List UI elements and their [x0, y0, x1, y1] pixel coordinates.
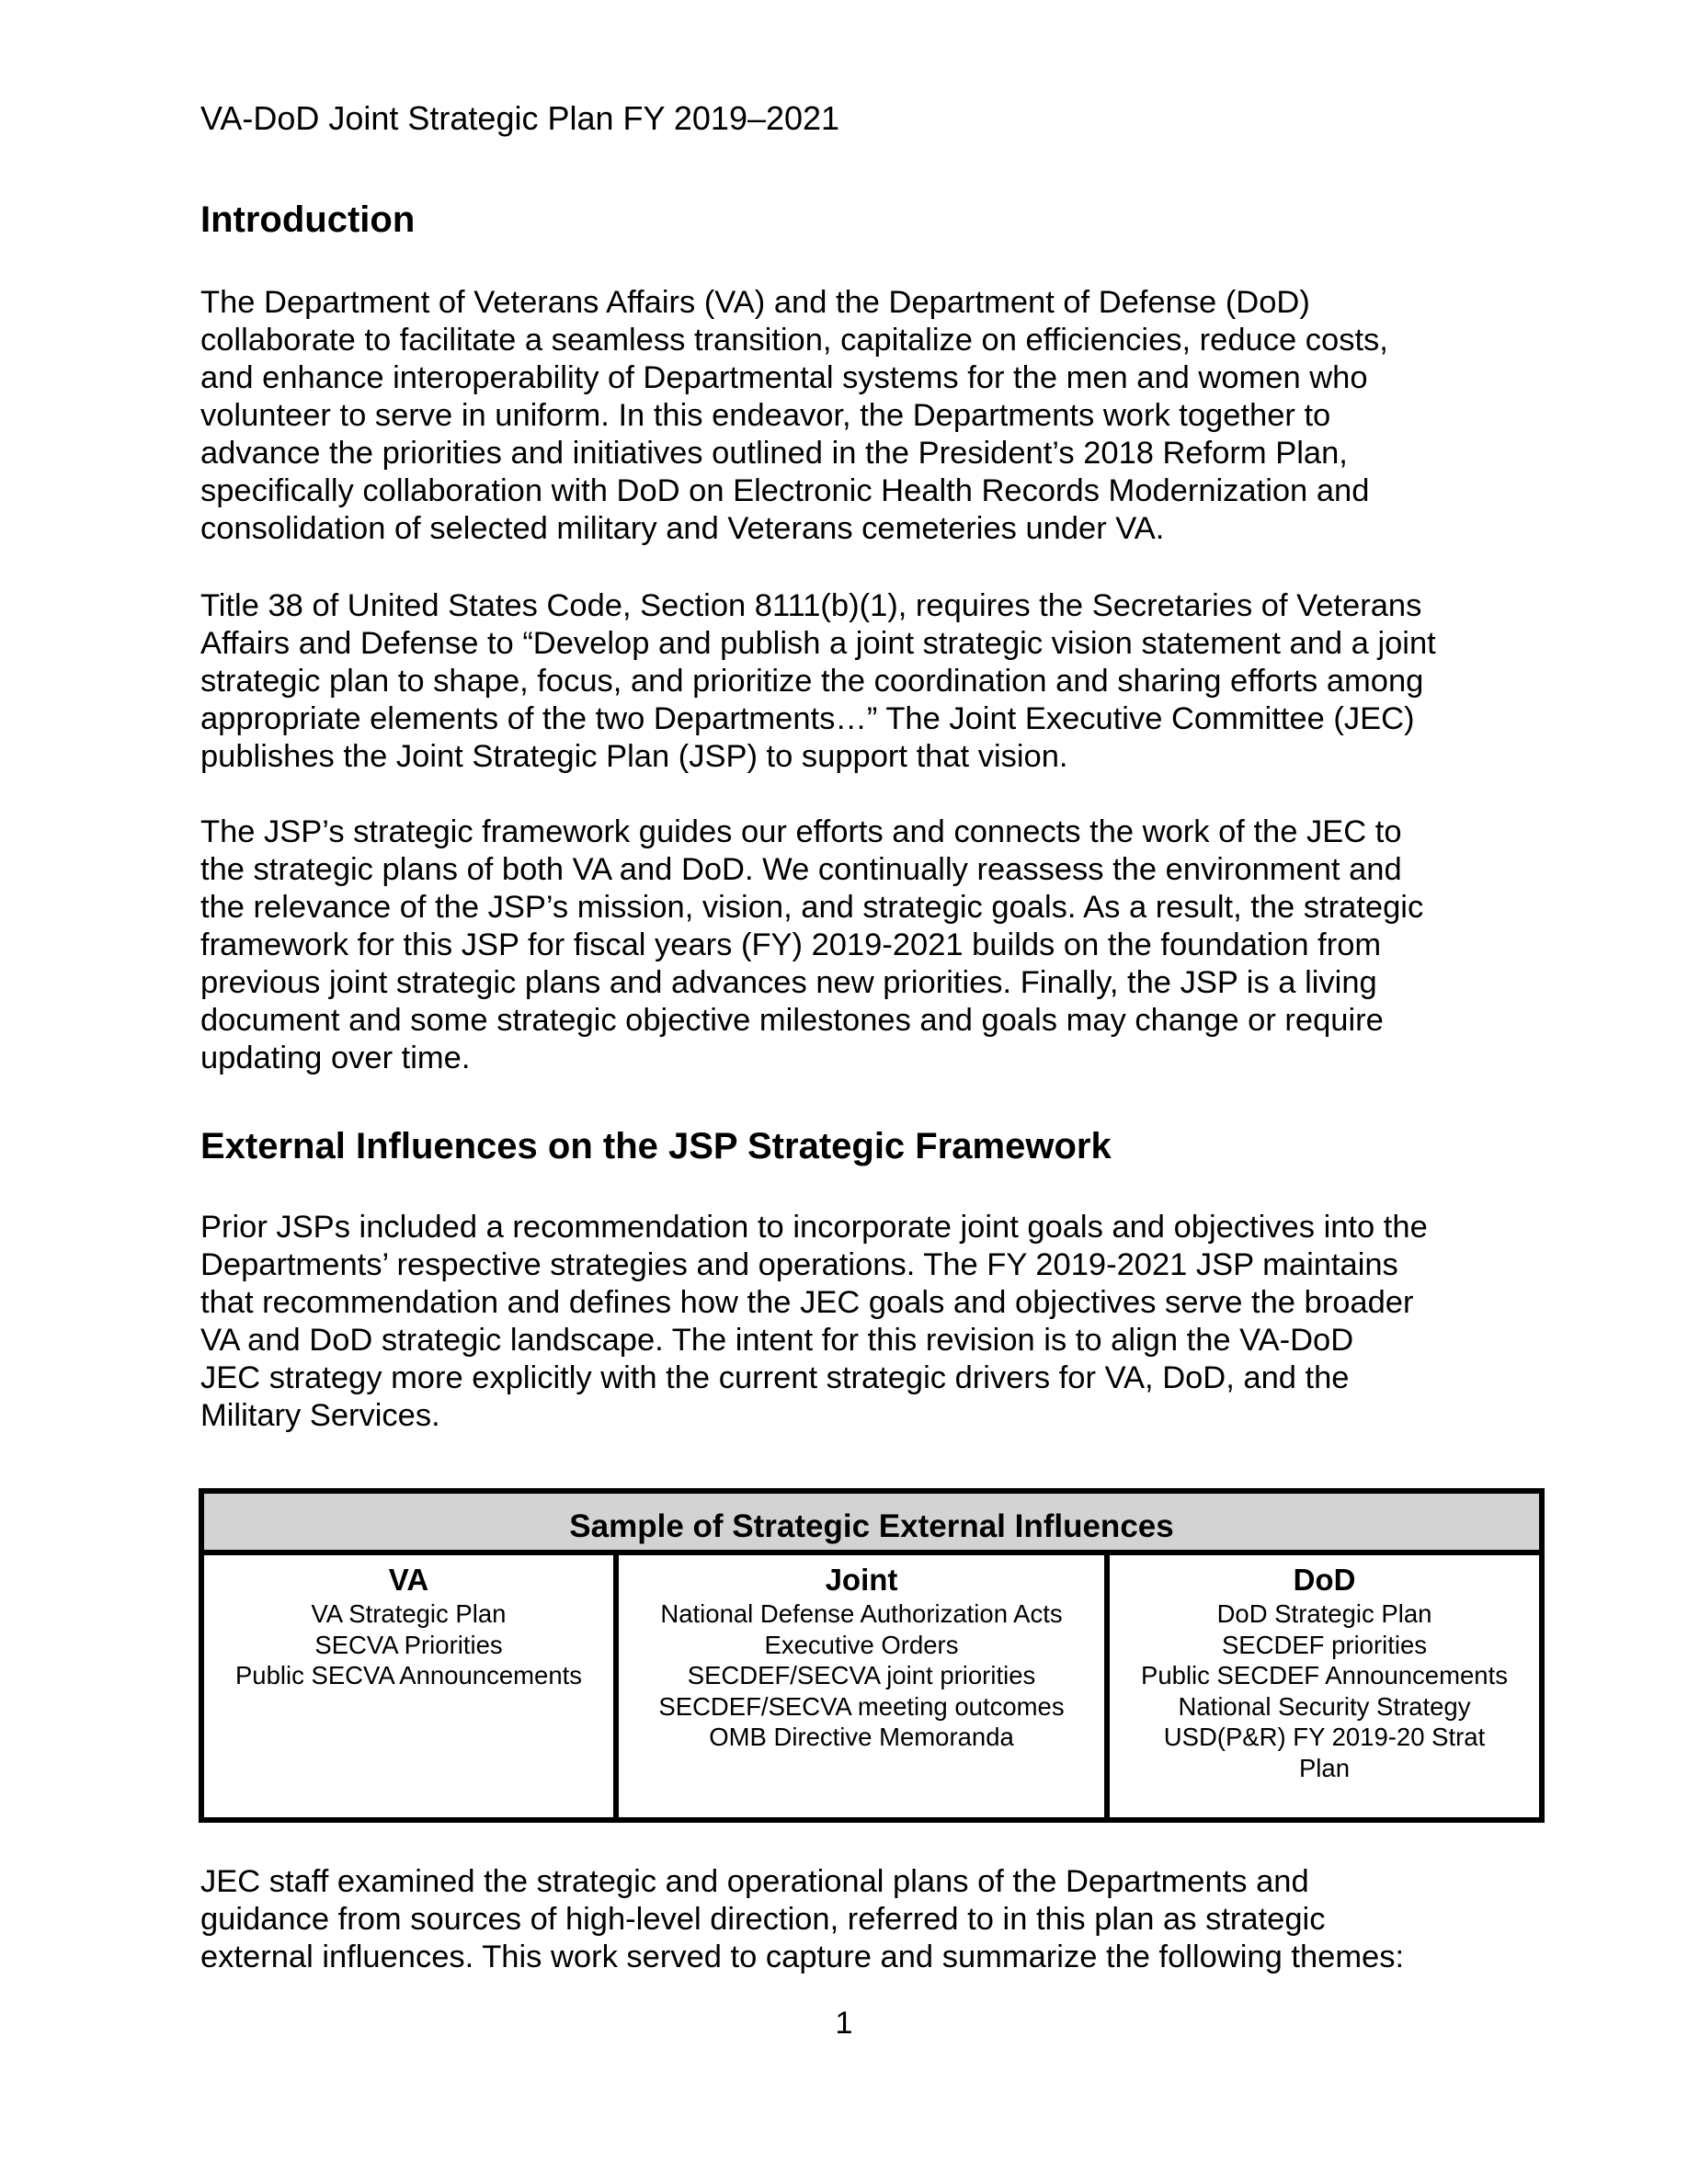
text-line: advance the priorities and initiatives outlined in the President’s 2018 Reform Plan,: [200, 435, 1348, 471]
table-column-va: [204, 1555, 619, 1817]
text-line: volunteer to serve in uniform. In this endeavor, the Departments work together to: [200, 397, 1331, 433]
intro-paragraph-3: [200, 813, 1561, 1077]
table-cell-item: SECDEF/SECVA joint priorities: [687, 1661, 1036, 1690]
text-line: JEC staff examined the strategic and operational plans of the Departments and: [200, 1863, 1309, 1899]
table-cell-item: SECDEF priorities: [1221, 1630, 1428, 1659]
text-line: Military Services.: [200, 1397, 440, 1433]
section-heading-introduction: Introduction: [200, 199, 416, 240]
external-paragraph-1: [200, 1209, 1561, 1435]
text-line: document and some strategic objective milestones and goals may change or require: [200, 1002, 1384, 1038]
column-header-va: VA: [388, 1563, 429, 1597]
text-line: strategic plan to shape, focus, and prioritize the coordination and sharing efforts among: [200, 663, 1424, 699]
table-cell-item: OMB Directive Memoranda: [709, 1723, 1014, 1752]
text-line: guidance from sources of high-level direction, referred to in this plan as strategic: [200, 1901, 1326, 1937]
text-line: Departments’ respective strategies and operations. The FY 2019-2021 JSP maintains: [200, 1246, 1398, 1282]
text-line: previous joint strategic plans and advances new priorities. Finally, the JSP is a living: [200, 964, 1377, 1000]
table-cell-item: VA Strategic Plan: [311, 1599, 507, 1628]
text-line: The JSP’s strategic framework guides our efforts and connects the work of the JEC to: [200, 813, 1402, 849]
text-line: that recommendation and defines how the JEC goals and objectives serve the broader: [200, 1284, 1414, 1320]
table-title: Sample of Strategic External Influences: [569, 1508, 1174, 1544]
table-cell-item: USD(P&R) FY 2019-20 Strat Plan: [1163, 1723, 1486, 1782]
intro-paragraph-1: [200, 284, 1561, 548]
table-cell-item: National Defense Authorization Acts: [660, 1599, 1063, 1628]
text-line: collaborate to facilitate a seamless transition, capitalize on efficiencies, reduce costs,: [200, 322, 1388, 358]
text-line: framework for this JSP for fiscal years (FY) 2019-2021 builds on the foundation from: [200, 927, 1382, 962]
external-paragraph-2: [200, 1863, 1561, 1976]
table-cell-item: Executive Orders: [764, 1630, 959, 1659]
text-line: external influences. This work served to capture and summarize the following themes:: [200, 1939, 1405, 1974]
text-line: Affairs and Defense to “Develop and publish a joint strategic vision statement and a joint: [200, 625, 1436, 661]
intro-paragraph-2: [200, 587, 1561, 776]
text-line: VA and DoD strategic landscape. The intent for this revision is to align the VA-DoD: [200, 1322, 1354, 1358]
text-line: the relevance of the JSP’s mission, vision, and strategic goals. As a result, the strategic: [200, 889, 1424, 925]
table-column-joint: [619, 1555, 1110, 1817]
text-line: The Department of Veterans Affairs (VA) and the Department of Defense (DoD): [200, 284, 1310, 320]
text-line: updating over time.: [200, 1040, 471, 1075]
table-cell-item: Public SECDEF Announcements: [1141, 1661, 1508, 1690]
strategic-external-influences-table: [199, 1488, 1545, 1823]
text-line: appropriate elements of the two Departments…” The Joint Executive Committee (JEC): [200, 700, 1415, 736]
column-header-dod: DoD: [1293, 1563, 1356, 1597]
column-header-joint: Joint: [825, 1563, 898, 1597]
table-cell-item: Public SECVA Announcements: [234, 1661, 583, 1690]
text-line: the strategic plans of both VA and DoD. We continually reassess the environment and: [200, 851, 1402, 887]
table-cell-item: National Security Strategy: [1178, 1691, 1471, 1721]
text-line: publishes the Joint Strategic Plan (JSP) to support that vision.: [200, 738, 1068, 774]
text-line: Title 38 of United States Code, Section 8111(b)(1), requires the Secretaries of Veterans: [200, 587, 1422, 623]
text-line: Prior JSPs included a recommendation to incorporate joint goals and objectives into the: [200, 1209, 1428, 1245]
text-line: and enhance interoperability of Departmental systems for the men and women who: [200, 359, 1368, 395]
table-column-dod: [1110, 1555, 1539, 1817]
table-title-row: [204, 1494, 1539, 1555]
page-number: 1: [835, 2006, 853, 2041]
running-header: VA-DoD Joint Strategic Plan FY 2019–2021: [200, 99, 840, 137]
section-heading-external-influences: External Influences on the JSP Strategic Framework: [200, 1126, 1112, 1166]
text-line: consolidation of selected military and Veterans cemeteries under VA.: [200, 510, 1165, 546]
table-cell-item: SECDEF/SECVA meeting outcomes: [658, 1691, 1065, 1721]
table-cell-item: DoD Strategic Plan: [1216, 1599, 1432, 1628]
text-line: specifically collaboration with DoD on Electronic Health Records Modernization and: [200, 472, 1370, 508]
table-cell-item: SECVA Priorities: [314, 1630, 503, 1659]
text-line: JEC strategy more explicitly with the current strategic drivers for VA, DoD, and the: [200, 1359, 1350, 1395]
